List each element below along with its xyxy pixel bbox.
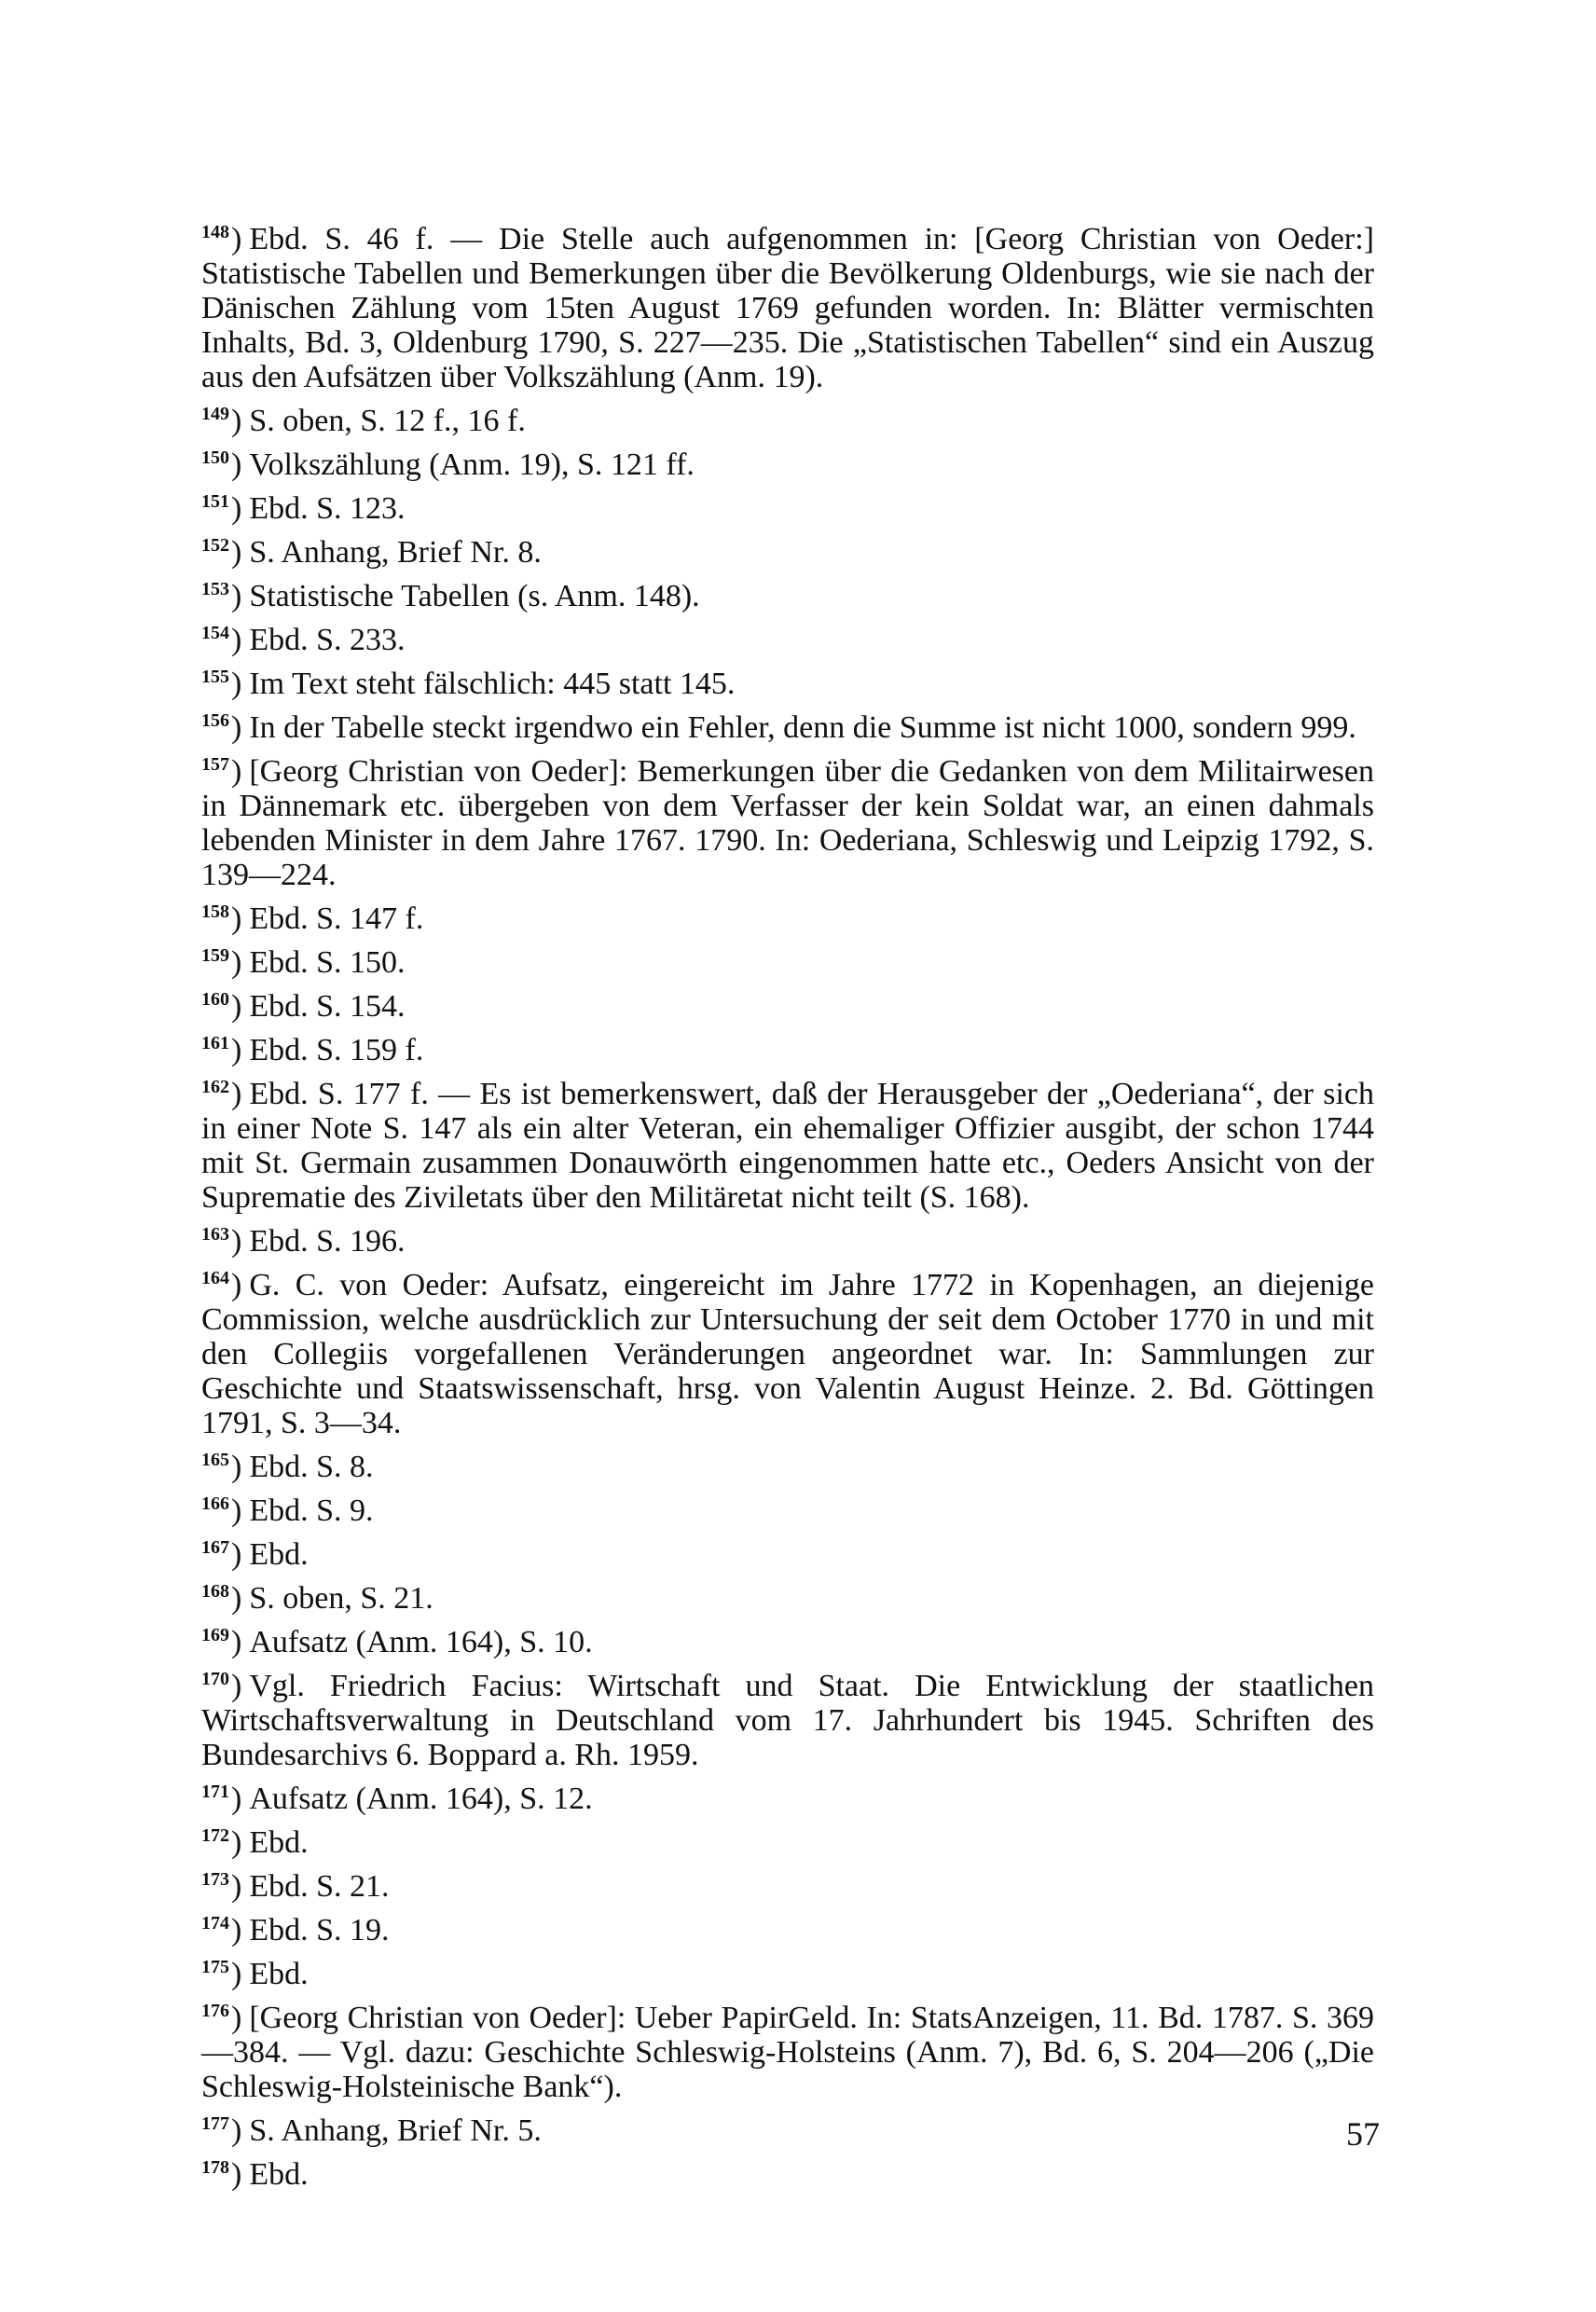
footnote-paren: ): [231, 1493, 242, 1528]
footnote-number: 171: [201, 1781, 229, 1802]
footnote-text: Ebd. S. 233.: [249, 623, 406, 657]
footnote-158: [201, 901, 1374, 936]
footnote-number: 175: [201, 1956, 229, 1977]
footnote-number: 163: [201, 1223, 229, 1245]
footnote-172: [201, 1825, 1374, 1860]
footnote-paren: ): [231, 579, 242, 613]
footnote-157: [201, 754, 1374, 892]
footnote-text: Aufsatz (Anm. 164), S. 12.: [249, 1782, 593, 1816]
footnote-paren: ): [231, 1224, 242, 1259]
footnote-paren: ): [231, 1077, 242, 1111]
footnote-paren: ): [231, 2157, 242, 2192]
footnote-171: [201, 1782, 1374, 1816]
footnote-text: Ebd. S. 21.: [249, 1869, 390, 1904]
footnote-text: Ebd.: [249, 1957, 309, 1991]
footnote-number: 148: [201, 221, 229, 242]
footnote-text: Im Text steht fälschlich: 445 statt 145.: [249, 667, 736, 701]
footnote-paren: ): [231, 989, 242, 1024]
footnote-text: Ebd.: [249, 2157, 309, 2192]
footnote-164: [201, 1268, 1374, 1440]
footnote-number: 168: [201, 1580, 229, 1602]
footnote-number: 176: [201, 2000, 229, 2021]
footnote-paren: ): [231, 667, 242, 701]
footnote-text: Vgl. Friedrich Facius: Wirtschaft und Staat. Die Entwicklung der staatlichen Wirtschaftsverwaltung in Deutschland vom 17. Jahrhundert bis 1945. Schriften des Bundesarchivs 6. Boppard a. Rh. 1959.: [201, 1669, 1374, 1772]
footnote-number: 178: [201, 2156, 229, 2178]
footnote-175: [201, 1957, 1374, 1991]
footnote-text: Aufsatz (Anm. 164), S. 10.: [249, 1625, 593, 1659]
footnote-paren: ): [231, 1825, 242, 1860]
footnote-paren: ): [231, 1869, 242, 1904]
footnote-number: 162: [201, 1076, 229, 1097]
footnote-number: 152: [201, 534, 229, 556]
footnote-178: [201, 2157, 1374, 2192]
footnote-167: [201, 1537, 1374, 1572]
footnote-number: 155: [201, 666, 229, 687]
footnote-number: 153: [201, 578, 229, 599]
footnote-text: Ebd. S. 147 f.: [249, 901, 424, 936]
footnote-number: 161: [201, 1032, 229, 1053]
footnote-paren: ): [231, 447, 242, 482]
footnote-number: 154: [201, 622, 229, 643]
footnote-155: [201, 667, 1374, 701]
footnote-number: 150: [201, 447, 229, 468]
footnote-162: [201, 1077, 1374, 1215]
footnote-text: Ebd. S. 9.: [249, 1493, 374, 1528]
footnote-151: [201, 491, 1374, 526]
footnote-161: [201, 1033, 1374, 1067]
footnote-paren: ): [231, 1581, 242, 1616]
footnote-163: [201, 1224, 1374, 1259]
footnote-text: Ebd. S. 46 f. — Die Stelle auch aufgenommen in: [Georg Christian von Oeder:] Statistische Tabellen und Bemerkungen über die Bevölkerung Oldenburgs, wie sie nach der Dänischen Zählung vom 15ten August 1769 gefunden worden. In: Blätter vermischten Inhalts, Bd. 3, Oldenburg 1790, S. 227—235. Die „Statistischen Tabellen“ sind ein Auszug aus den Aufsätzen über Volkszählung (Anm. 19).: [201, 222, 1374, 394]
footnote-number: 149: [201, 403, 229, 424]
footnote-paren: ): [231, 1625, 242, 1659]
footnote-paren: ): [231, 535, 242, 570]
footnote-text: S. oben, S. 12 f., 16 f.: [249, 404, 526, 438]
footnote-number: 169: [201, 1624, 229, 1645]
footnote-number: 156: [201, 709, 229, 731]
footnote-number: 159: [201, 944, 229, 966]
footnote-text: S. oben, S. 21.: [249, 1581, 433, 1616]
footnote-paren: ): [231, 754, 242, 789]
footnote-number: 173: [201, 1868, 229, 1890]
footnote-150: [201, 447, 1374, 482]
footnote-text: Ebd. S. 8.: [249, 1450, 374, 1484]
footnote-174: [201, 1913, 1374, 1947]
footnote-168: [201, 1581, 1374, 1616]
footnote-149: [201, 404, 1374, 438]
footnote-paren: ): [231, 1268, 242, 1302]
footnote-paren: ): [231, 1669, 242, 1703]
footnote-number: 157: [201, 753, 229, 775]
footnote-text: S. Anhang, Brief Nr. 5.: [249, 2113, 542, 2148]
footnote-paren: ): [231, 1913, 242, 1947]
footnote-154: [201, 623, 1374, 657]
footnote-paren: ): [231, 1957, 242, 1991]
footnote-list: [201, 222, 1374, 2201]
footnote-paren: ): [231, 1033, 242, 1067]
footnote-number: 151: [201, 490, 229, 512]
footnote-paren: ): [231, 945, 242, 980]
footnote-number: 177: [201, 2112, 229, 2134]
footnote-paren: ): [231, 623, 242, 657]
footnote-text: Ebd.: [249, 1825, 309, 1860]
page-number: 57: [1346, 2115, 1380, 2153]
footnote-text: In der Tabelle steckt irgendwo ein Fehler, denn die Summe ist nicht 1000, sondern 999.: [249, 710, 1356, 745]
footnote-number: 174: [201, 1912, 229, 1934]
footnote-text: Ebd. S. 196.: [249, 1224, 406, 1259]
footnote-169: [201, 1625, 1374, 1659]
footnote-number: 170: [201, 1668, 229, 1689]
footnote-text: Statistische Tabellen (s. Anm. 148).: [249, 579, 700, 613]
footnote-text: Ebd. S. 123.: [249, 491, 406, 526]
footnote-text: Ebd. S. 159 f.: [249, 1033, 424, 1067]
footnote-148: [201, 222, 1374, 394]
footnote-number: 165: [201, 1449, 229, 1470]
footnote-number: 158: [201, 901, 229, 922]
footnote-text: Ebd. S. 154.: [249, 989, 406, 1024]
footnote-paren: ): [231, 1537, 242, 1572]
footnote-176: [201, 2001, 1374, 2104]
footnote-paren: ): [231, 1782, 242, 1816]
footnote-text: [Georg Christian von Oeder]: Ueber PapirGeld. In: StatsAnzeigen, 11. Bd. 1787. S. 369—384. — Vgl. dazu: Geschichte Schleswig-Holsteins (Anm. 7), Bd. 6, S. 204—206 („Die Schleswig-Holsteinische Bank“).: [201, 2001, 1374, 2104]
footnote-166: [201, 1493, 1374, 1528]
footnote-159: [201, 945, 1374, 980]
footnote-number: 160: [201, 988, 229, 1010]
footnote-number: 164: [201, 1267, 229, 1288]
footnote-number: 166: [201, 1493, 229, 1514]
footnote-paren: ): [231, 1450, 242, 1484]
footnote-paren: ): [231, 222, 242, 256]
footnote-paren: ): [231, 2001, 242, 2035]
footnote-paren: ): [231, 901, 242, 936]
footnote-number: 167: [201, 1536, 229, 1558]
footnote-156: [201, 710, 1374, 745]
footnote-text: Ebd. S. 19.: [249, 1913, 390, 1947]
footnote-text: Volkszählung (Anm. 19), S. 121 ff.: [249, 447, 695, 482]
footnote-text: S. Anhang, Brief Nr. 8.: [249, 535, 542, 570]
footnote-text: Ebd.: [249, 1537, 309, 1572]
footnote-number: 172: [201, 1824, 229, 1846]
footnote-text: Ebd. S. 177 f. — Es ist bemerkenswert, daß der Herausgeber der „Oederiana“, der sich in einer Note S. 147 als ein alter Veteran, ein ehemaliger Offizier ausgibt, der schon 1744 mit St. Germain zusammen Donauwörth eingenommen hatte etc., Oeders Ansicht von der Suprematie des Ziviletats über den Militäretat nicht teilt (S. 168).: [201, 1077, 1374, 1215]
footnote-paren: ): [231, 2113, 242, 2148]
footnote-paren: ): [231, 710, 242, 745]
footnote-165: [201, 1450, 1374, 1484]
footnote-paren: ): [231, 491, 242, 526]
footnote-170: [201, 1669, 1374, 1772]
footnote-text: Ebd. S. 150.: [249, 945, 406, 980]
footnote-152: [201, 535, 1374, 570]
footnote-160: [201, 989, 1374, 1024]
footnote-paren: ): [231, 404, 242, 438]
footnote-text: G. C. von Oeder: Aufsatz, eingereicht im Jahre 1772 in Kopenhagen, an diejenige Commission, welche ausdrücklich zur Untersuchung der seit dem October 1770 in und mit den Collegiis vorgefallenen Veränderungen angeordnet war. In: Sammlungen zur Geschichte und Staatswissenschaft, hrsg. von Valentin August Heinze. 2. Bd. Göttingen 1791, S. 3—34.: [201, 1268, 1374, 1440]
footnote-text: [Georg Christian von Oeder]: Bemerkungen über die Gedanken von dem Militairwesen in Dännemark etc. übergeben von dem Verfasser der kein Soldat war, an einen dahmals lebenden Minister in dem Jahre 1767. 1790. In: Oederiana, Schleswig und Leipzig 1792, S. 139—224.: [201, 754, 1374, 892]
footnote-153: [201, 579, 1374, 613]
footnote-173: [201, 1869, 1374, 1904]
footnote-177: [201, 2113, 1374, 2148]
